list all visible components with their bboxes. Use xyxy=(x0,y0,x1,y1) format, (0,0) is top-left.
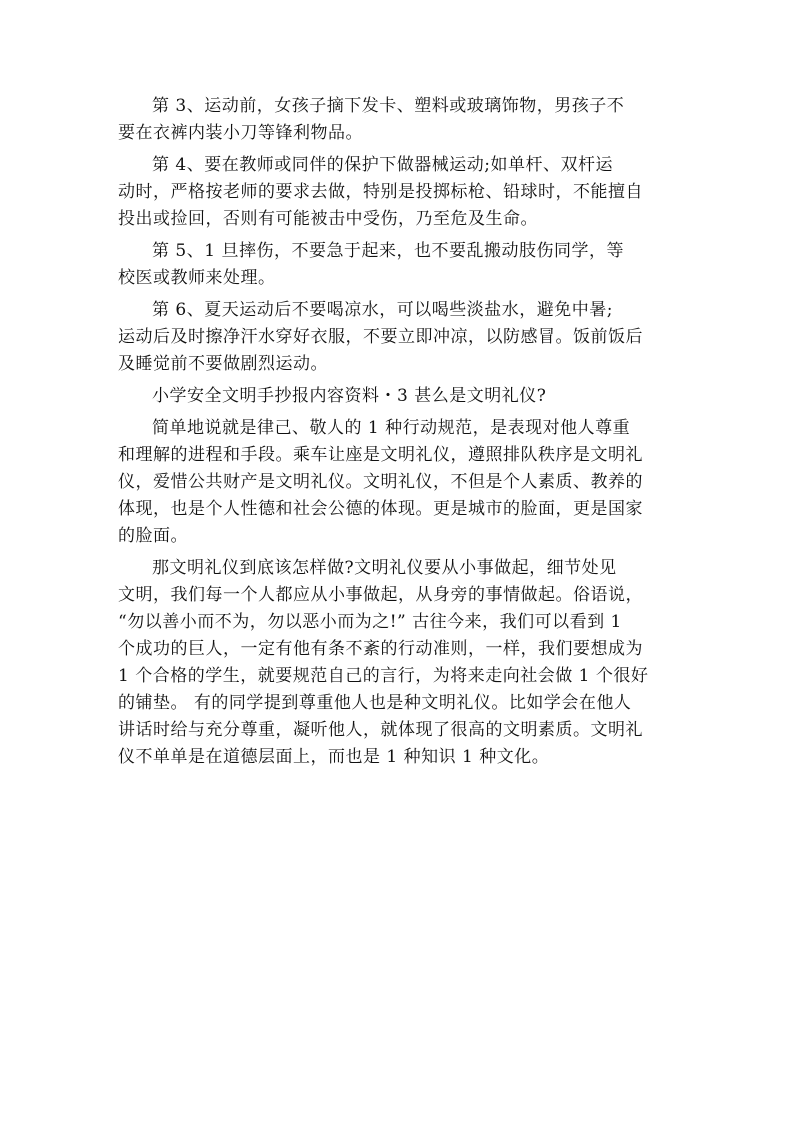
text-line: 第 6、夏天运动后不要喝凉水，可以喝些淡盐水，避免中暑; xyxy=(152,300,613,320)
text-line: 体现，也是个人性德和社会公德的体现。更是城市的脸面，更是国家 xyxy=(118,499,643,519)
text-line: 个成功的巨人，一定有他有条不紊的行动准则，一样，我们要想成为 xyxy=(118,639,643,659)
paragraph-rule-3 xyxy=(118,93,678,147)
text-line: 仪，爱惜公共财产是文明礼仪。文明礼仪，不但是个人素质、教养的 xyxy=(118,472,643,492)
text-line: 仪不单单是在道德层面上，而也是 1 种知识 1 种文化。 xyxy=(118,747,550,767)
paragraph-rule-6 xyxy=(118,297,678,378)
text-line: 和理解的进程和手段。乘车让座是文明礼仪，遵照排队秩序是文明礼 xyxy=(118,445,643,465)
paragraph-rule-5 xyxy=(118,238,678,292)
text-line: 文明，我们每一个人都应从小事做起，从身旁的事情做起。俗语说， xyxy=(118,585,643,605)
text-line: 及睡觉前不要做剧烈运动。 xyxy=(118,354,328,374)
paragraph-rule-4 xyxy=(118,152,678,233)
text-line: 的脸面。 xyxy=(118,526,188,546)
text-line: 那文明礼仪到底该怎样做?文明礼仪要从小事做起，细节处见 xyxy=(152,558,617,578)
text-line: 投出或捡回，否则有可能被击中受伤，乃至危及生命。 xyxy=(118,209,538,229)
text-line: 校医或教师来处理。 xyxy=(118,268,276,288)
paragraph-definition xyxy=(118,415,678,550)
text-line: “勿以善小而不为，勿以恶小而为之!” 古往今来，我们可以看到 1 xyxy=(118,612,622,632)
text-line: 的铺垫。 有的同学提到尊重他人也是种文明礼仪。比如学会在他人 xyxy=(118,693,632,713)
text-line: 第 3、运动前，女孩子摘下发卡、塑料或玻璃饰物，男孩子不 xyxy=(152,96,625,116)
text-line: 简单地说就是律己、敬人的 1 种行动规范，是表现对他人尊重 xyxy=(152,418,631,438)
text-line: 动时，严格按老师的要求去做，特别是投掷标枪、铅球时，不能擅自 xyxy=(118,182,643,202)
text-line: 运动后及时擦净汗水穿好衣服，不要立即冲凉，以防感冒。饭前饭后 xyxy=(118,327,643,347)
text-line: 要在衣裤内装小刀等锋利物品。 xyxy=(118,123,363,143)
document-body xyxy=(118,93,678,776)
text-line: 1 个合格的学生，就要规范自己的言行，为将来走向社会做 1 个很好 xyxy=(118,666,649,686)
paragraph-how-to xyxy=(118,555,678,771)
section-heading xyxy=(118,383,678,410)
text-line: 第 4、要在教师或同伴的保护下做器械运动;如单杆、双杆运 xyxy=(152,155,613,175)
text-line: 小学安全文明手抄报内容资料・3 甚么是文明礼仪? xyxy=(152,386,547,406)
text-line: 讲话时给与充分尊重，凝听他人，就体现了很高的文明素质。文明礼 xyxy=(118,720,643,740)
text-line: 第 5、1 旦摔伤，不要急于起来，也不要乱搬动肢伤同学，等 xyxy=(152,241,624,261)
